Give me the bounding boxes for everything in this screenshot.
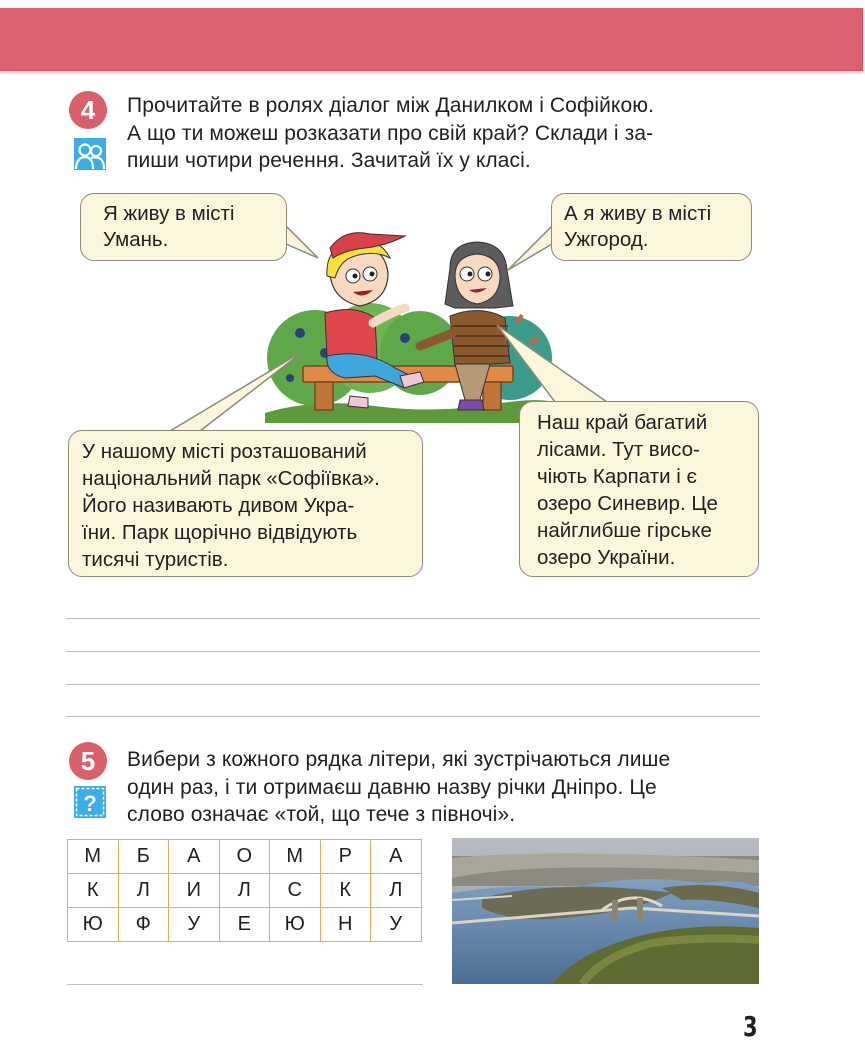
speech-bubble-sofiivka <box>68 430 423 577</box>
grid-cell[interactable]: У <box>371 908 422 942</box>
bubble-line: Наш край багатий <box>537 411 708 434</box>
grid-row <box>68 908 422 942</box>
two-children-on-bench-illustration <box>255 228 575 423</box>
task5-line: слово означає «той, що тече з півночі». <box>127 803 516 826</box>
svg-text:?: ? <box>83 791 97 816</box>
speech-bubble-uzhhorod <box>551 193 752 261</box>
bubble-line: найглибше гірське <box>537 519 712 542</box>
grid-cell[interactable]: К <box>68 874 119 908</box>
page-number: 3 <box>743 1010 758 1043</box>
bubble-line: чіють Карпати і є <box>537 465 697 488</box>
writing-line[interactable] <box>66 716 760 717</box>
task4-line: Прочитайте в ролях діалог між Данилком і Софійкою. <box>127 94 655 117</box>
grid-cell[interactable]: Е <box>219 908 270 942</box>
grid-cell[interactable]: Ю <box>270 908 321 942</box>
question-icon <box>74 786 106 818</box>
task4-instructions <box>127 92 761 175</box>
letter-grid <box>67 839 422 942</box>
grid-cell[interactable]: А <box>169 840 220 874</box>
grid-cell[interactable]: Ф <box>118 908 169 942</box>
task-number: 4 <box>80 94 96 125</box>
bubble-line: У нашому місті розташований <box>82 440 367 463</box>
grid-cell[interactable]: Ю <box>68 908 119 942</box>
grid-cell[interactable]: М <box>68 840 119 874</box>
dnipro-river-aerial-photo <box>452 838 759 984</box>
grid-cell[interactable]: О <box>219 840 270 874</box>
grid-cell[interactable]: А <box>371 840 422 874</box>
grid-cell[interactable]: К <box>320 874 371 908</box>
speech-bubble-uman <box>80 193 287 261</box>
writing-line[interactable] <box>66 684 760 685</box>
answer-line[interactable] <box>67 984 423 985</box>
header-banner <box>0 8 863 71</box>
grid-row <box>68 840 422 874</box>
bubble-line: Його називають дивом Укра- <box>82 494 355 517</box>
bubble-line: їни. Парк щорічно відвідують <box>82 521 358 544</box>
task5-line: Вибери з кожного рядка літери, які зустрічаються лише <box>127 748 671 771</box>
grid-cell[interactable]: Р <box>320 840 371 874</box>
writing-line[interactable] <box>66 618 760 619</box>
pair-work-icon <box>74 138 106 170</box>
task5-line: один раз, і ти отримаєш давню назву річки Дніпро. Це <box>127 775 657 799</box>
grid-cell[interactable]: Л <box>219 874 270 908</box>
task-number-badge <box>69 91 107 129</box>
bubble-line: озеро України. <box>537 546 676 569</box>
grid-cell[interactable]: М <box>270 840 321 874</box>
bubble-line: Ужгород. <box>564 228 649 251</box>
bubble-line: Умань. <box>103 228 169 251</box>
grid-cell[interactable]: Б <box>118 840 169 874</box>
bubble-line: національний парк «Софіївка». <box>82 467 380 490</box>
grid-cell[interactable]: Л <box>371 874 422 908</box>
bubble-line: Я живу в місті <box>103 202 235 225</box>
task-number-badge <box>69 742 107 780</box>
bubble-line: тисячі туристів. <box>82 548 229 571</box>
bubble-line: А я живу в місті <box>564 202 712 225</box>
bubble-line: озеро Синевир. Це <box>537 492 718 515</box>
writing-line[interactable] <box>66 651 760 652</box>
grid-row <box>68 874 422 908</box>
task5-instructions <box>127 746 761 829</box>
grid-cell[interactable]: И <box>169 874 220 908</box>
speech-bubble-carpathians <box>519 401 759 577</box>
task4-line: пиши чотири речення. Зачитай їх у класі. <box>127 149 531 172</box>
bubble-line: лісами. Тут висо- <box>537 438 700 461</box>
grid-cell[interactable]: С <box>270 874 321 908</box>
grid-cell[interactable]: У <box>169 908 220 942</box>
task-number: 5 <box>80 745 96 776</box>
grid-cell[interactable]: Л <box>118 874 169 908</box>
grid-cell[interactable]: Н <box>320 908 371 942</box>
task4-line: А що ти можеш розказати про свій край? Склади і за- <box>127 121 654 145</box>
